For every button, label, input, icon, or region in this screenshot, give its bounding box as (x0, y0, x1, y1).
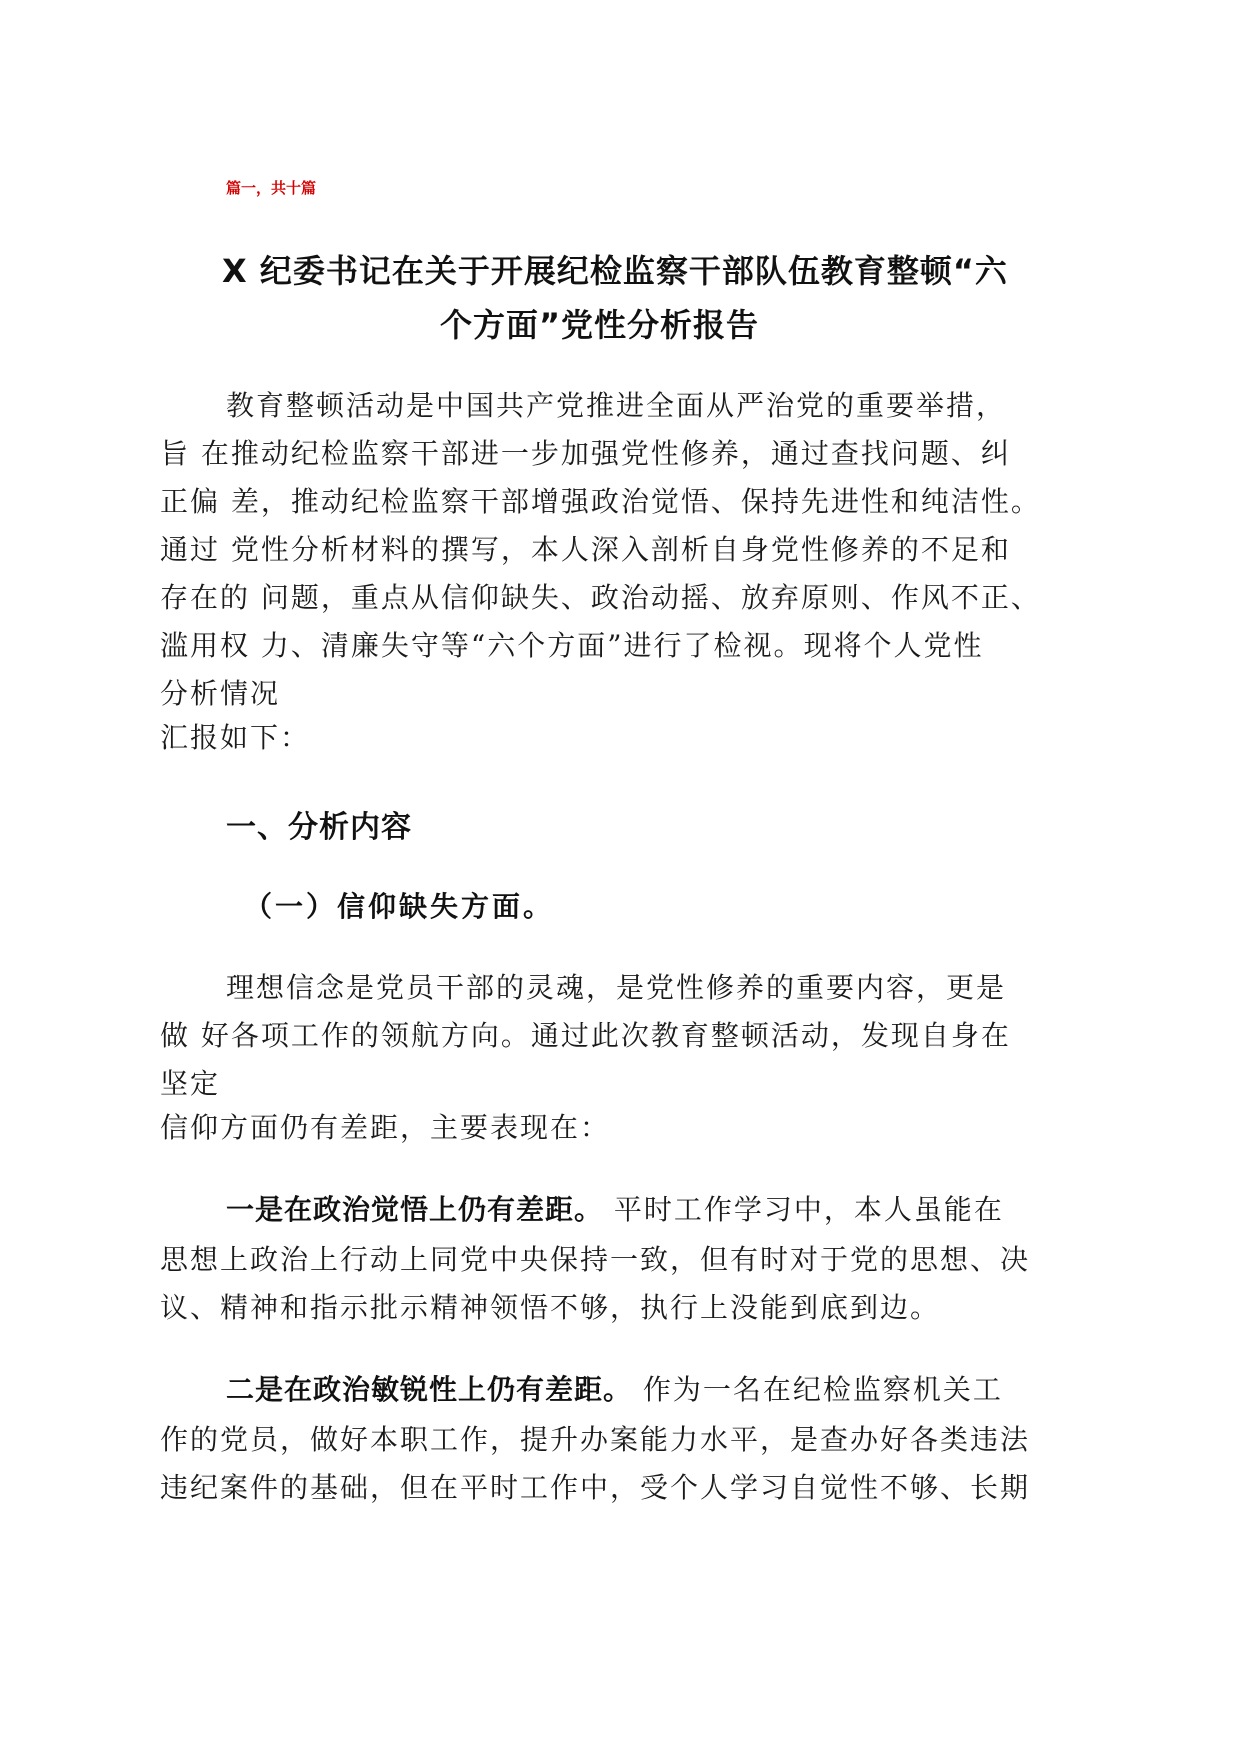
paragraph-line: 违纪案件的基础，但在平时工作中，受个人学习自觉性不够、长期 (160, 1471, 1031, 1504)
intro-line: 分析情况 (160, 677, 281, 710)
paragraph-line: 做 好各项工作的领航方向。通过此次教育整顿活动，发现自身在 (160, 1019, 1011, 1052)
paragraph-line: 理想信念是党员干部的灵魂，是党性修养的重要内容，更是 (226, 971, 1007, 1004)
intro-line: 汇报如下： (160, 721, 311, 754)
paragraph-line: 议、精神和指示批示精神领悟不够，执行上没能到底到边。 (160, 1291, 941, 1324)
subsection-heading: （一）信仰缺失方面。 (244, 890, 555, 923)
intro-line: 滥用权 力、清廉失守等“六个方面”进行了检视。现将个人党性 (160, 629, 984, 662)
paragraph-line: 坚定 (160, 1067, 221, 1100)
intro-line: 通过 党性分析材料的撰写，本人深入剖析自身党性修养的不足和 (160, 533, 1011, 566)
paragraph-line: 思想上政治上行动上同党中央保持一致，但有时对于党的思想、决 (160, 1243, 1031, 1276)
section-heading: 一、分析内容 (226, 810, 412, 845)
point-one-text: 平时工作学习中，本人虽能在 (603, 1193, 1004, 1226)
title-line-2: 个方面”党性分析报告 (440, 306, 760, 344)
intro-line: 教育整顿活动是中国共产党推进全面从严治党的重要举措， (226, 389, 1007, 422)
intro-line: 旨 在推动纪检监察干部进一步加强党性修养，通过查找问题、纠 (160, 437, 1011, 470)
point-two-lead: 二是在政治敏锐性上仍有差距。 (226, 1373, 633, 1406)
point-one-first-line (226, 1188, 1004, 1228)
intro-line: 正偏 差，推动纪检监察干部增强政治觉悟、保持先进性和纯洁性。 (160, 485, 1041, 518)
series-label: 篇一，共十篇 (226, 179, 317, 197)
title-line-1: X 纪委书记在关于开展纪检监察干部队伍教育整顿“六 (222, 252, 1008, 290)
paragraph-line: 作的党员，做好本职工作，提升办案能力水平，是查办好各类违法 (160, 1423, 1031, 1456)
point-two-text: 作为一名在纪检监察机关工 (632, 1373, 1003, 1406)
point-two-first-line (226, 1368, 1003, 1408)
intro-line: 存在的 问题，重点从信仰缺失、政治动摇、放弃原则、作风不正、 (160, 581, 1041, 614)
paragraph-line: 信仰方面仍有差距，主要表现在： (160, 1111, 611, 1144)
point-one-lead: 一是在政治觉悟上仍有差距。 (226, 1193, 604, 1226)
